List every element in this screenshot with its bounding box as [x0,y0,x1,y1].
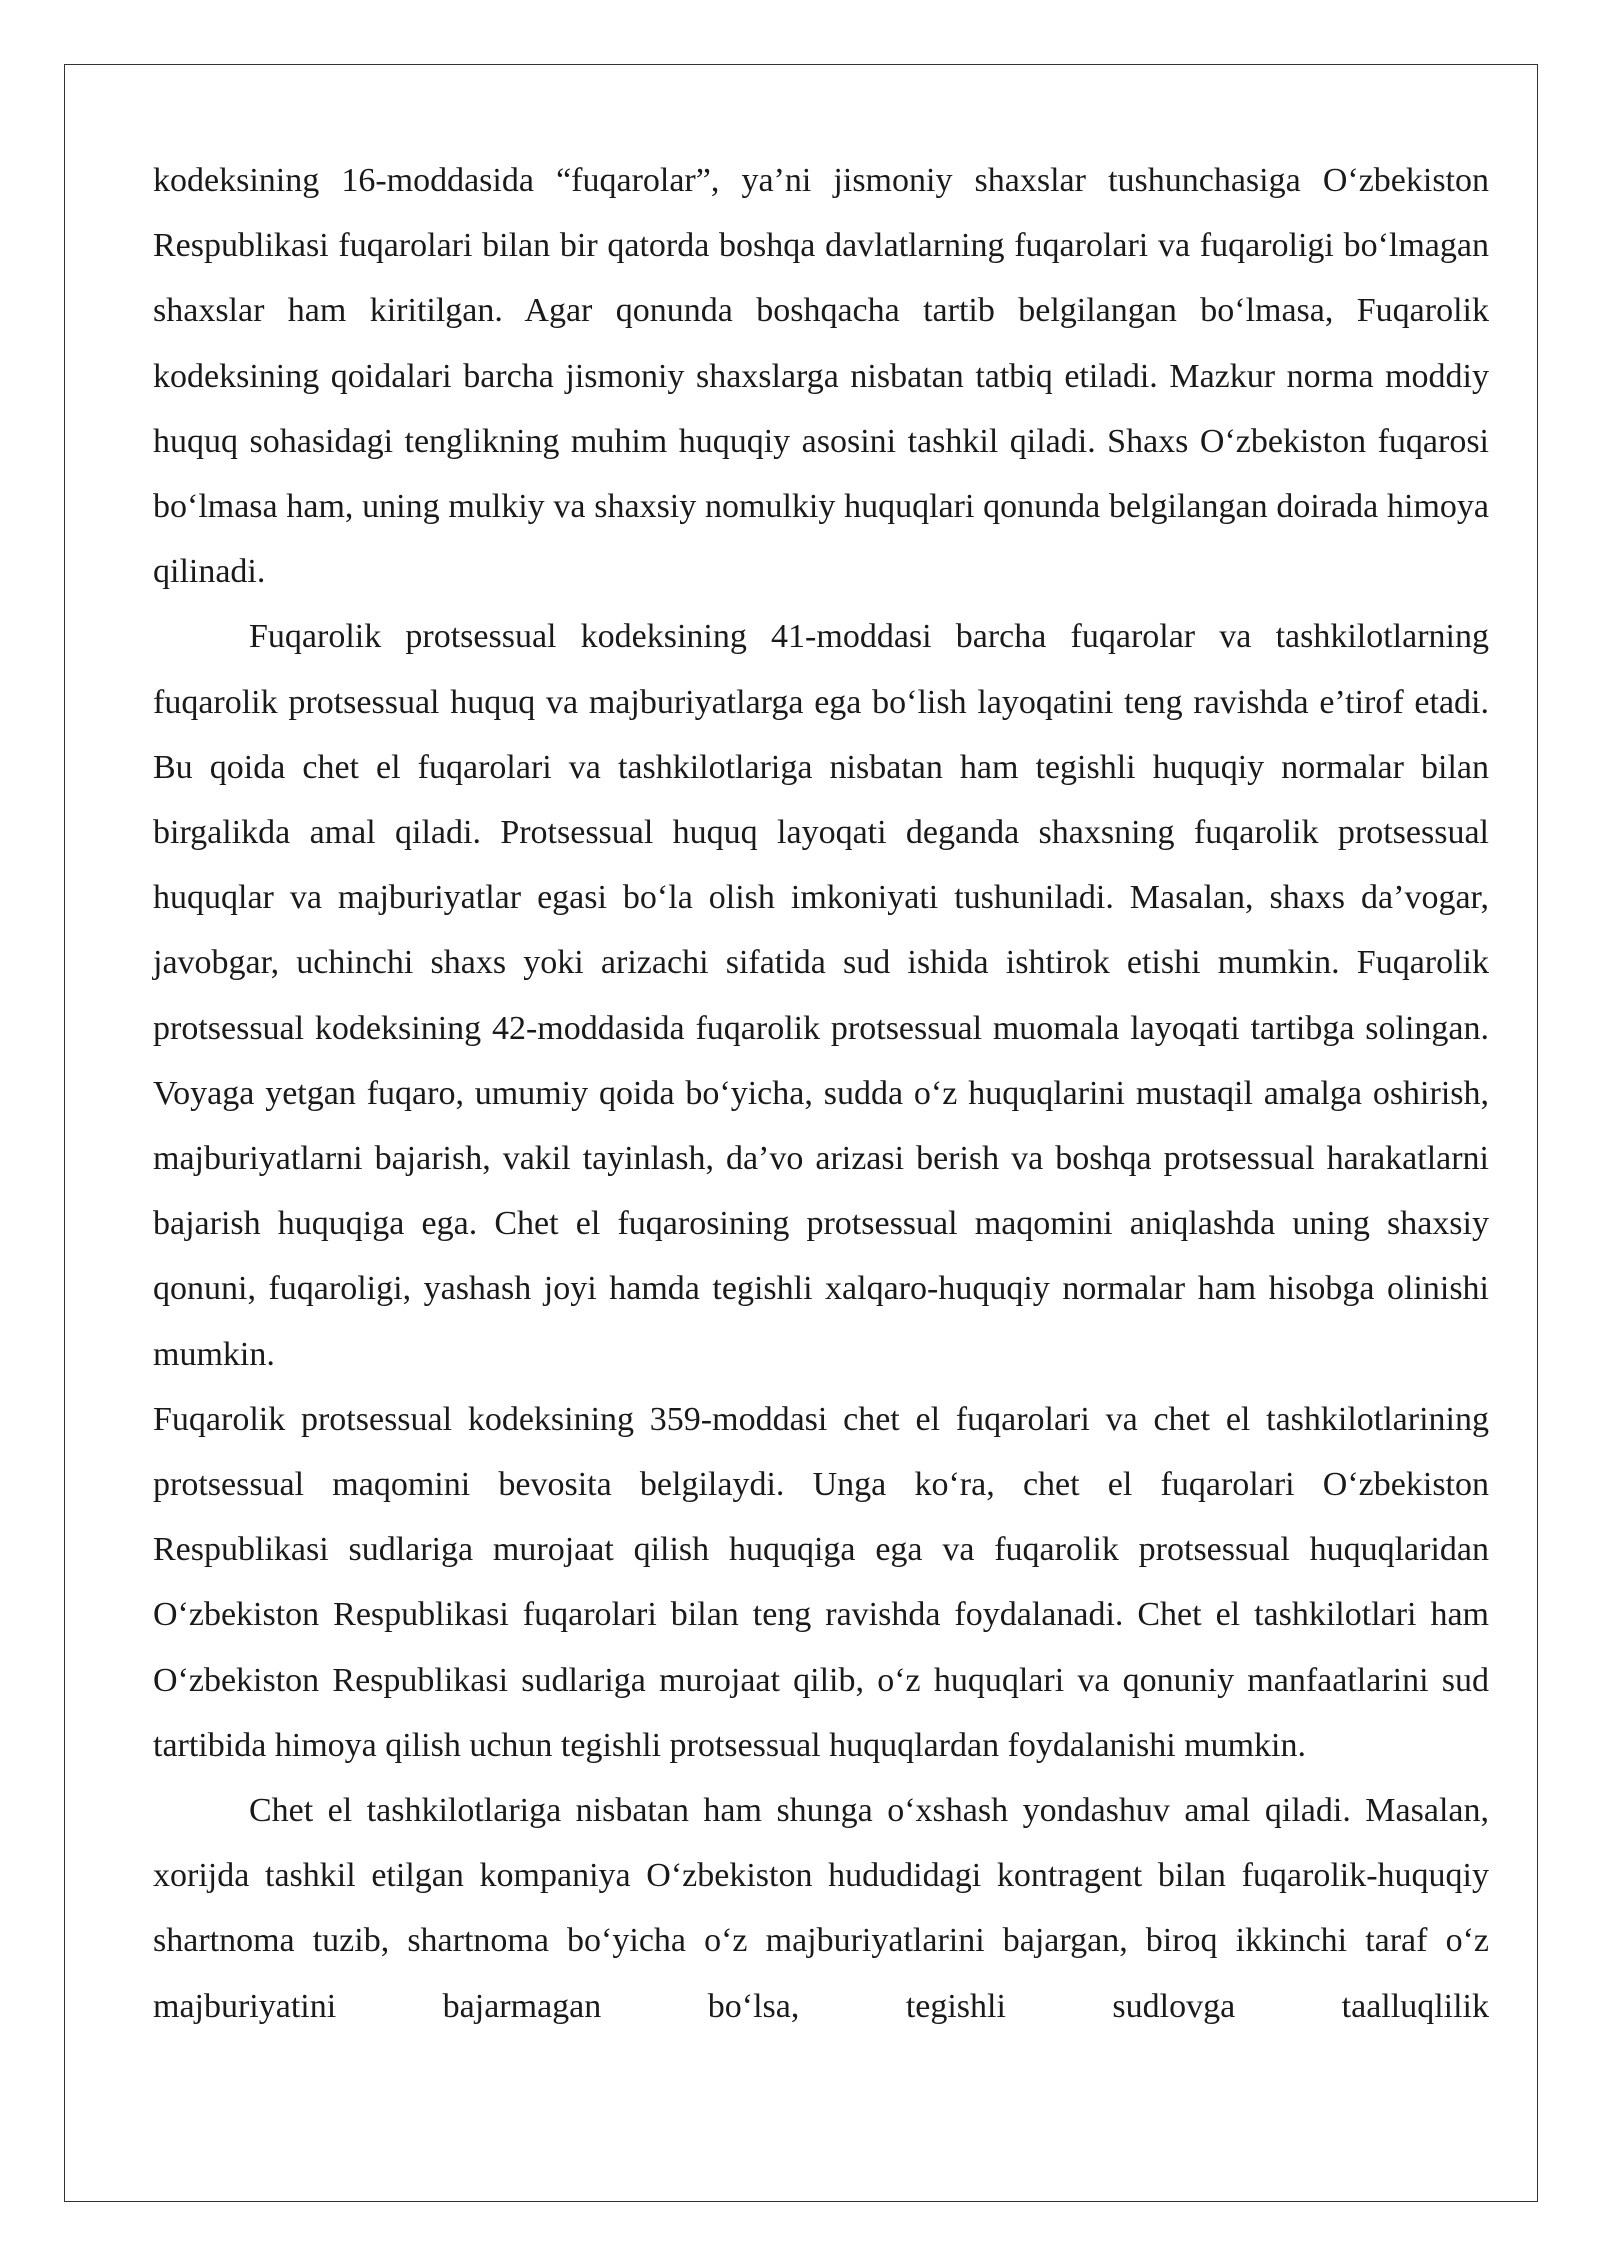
document-body [153,148,1489,2039]
paragraph-4: Chet el tashkilotlariga nisbatan ham shunga o‘xshash yondashuv amal qiladi. Masalan, xorijda tashkil etilgan kompaniya O‘zbekiston hududidagi kontragent bilan fuqarolik-huquqiy shartnoma tuzib, shartnoma bo‘yicha o‘z majburiyatlarini bajargan, biroq ikkinchi taraf o‘z majburiyatini bajarmagan bo‘lsa, tegishli sudlovga taalluqlilik [153,1792,1489,2025]
paragraph-3: Fuqarolik protsessual kodeksining 359-moddasi chet el fuqarolari va chet el tashkilotlarining protsessual maqomini bevosita belgilaydi. Unga ko‘ra, chet el fuqarolari O‘zbekiston Respublikasi sudlariga murojaat qilish huquqiga ega va fuqarolik protsessual huquqlaridan O‘zbekiston Respublikasi fuqarolari bilan teng ravishda foydalanadi. Chet el tashkilotlari ham O‘zbekiston Respublikasi sudlariga murojaat qilib, o‘z huquqlari va qonuniy manfaatlarini sud tartibida himoya qilish uchun tegishli protsessual huquqlardan foydalanishi mumkin. [153,1400,1489,1764]
paragraph-1: kodeksining 16-moddasida “fuqarolar”, ya’ni jismoniy shaxslar tushunchasiga O‘zbekiston Respublikasi fuqarolari bilan bir qatorda boshqa davlatlarning fuqarolari va fuqaroligi bo‘lmagan shaxslar ham kiritilgan. Agar qonunda boshqacha tartib belgilangan bo‘lmasa, Fuqarolik kodeksining qoidalari barcha jismoniy shaxslarga nisbatan tatbiq etiladi. Mazkur norma moddiy huquq sohasidagi tenglikning muhim huquqiy asosini tashkil qiladi. Shaxs O‘zbekiston fuqarosi bo‘lmasa ham, uning mulkiy va shaxsiy nomulkiy huquqlari qonunda belgilangan doirada himoya qilinadi. [153,162,1489,591]
paragraph-2: Fuqarolik protsessual kodeksining 41-moddasi barcha fuqarolar va tashkilotlarning fuqarolik protsessual huquq va majburiyatlarga ega bo‘lish layoqatini teng ravishda e’tirof etadi. Bu qoida chet el fuqarolari va tashkilotlariga nisbatan ham tegishli huquqiy normalar bilan birgalikda amal qiladi. Protsessual huquq layoqati deganda shaxsning fuqarolik protsessual huquqlar va majburiyatlar egasi bo‘la olish imkoniyati tushuniladi. Masalan, shaxs da’vogar, javobgar, uchinchi shaxs yoki arizachi sifatida sud ishida ishtirok etishi mumkin. Fuqarolik protsessual kodeksining 42-moddasida fuqarolik protsessual muomala layoqati tartibga solingan. Voyaga yetgan fuqaro, umumiy qoida bo‘yicha, sudda o‘z huquqlarini mustaqil amalga oshirish, majburiyatlarni bajarish, vakil tayinlash, da’vo arizasi berish va boshqa protsessual harakatlarni bajarish huquqiga ega. Chet el fuqarosining protsessual maqomini aniqlashda uning shaxsiy qonuni, fuqaroligi, yashash joyi hamda tegishli xalqaro-huquqiy normalar ham hisobga olinishi mumkin. [153,618,1489,1373]
